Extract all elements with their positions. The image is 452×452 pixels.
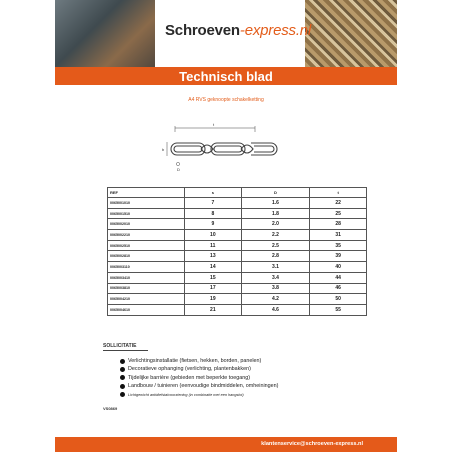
t-cell: 46 — [310, 283, 367, 294]
chain-technical-drawing — [155, 118, 305, 178]
chain-knot — [241, 145, 253, 153]
t-cell: 35 — [310, 240, 367, 251]
ref-cell: 0065002510 — [108, 240, 185, 251]
d-cell: 3.8 — [241, 283, 310, 294]
ref-cell: 0065003110 — [108, 262, 185, 273]
ref-cell: 0065004210 — [108, 294, 185, 305]
s-cell: 17 — [185, 283, 242, 294]
list-item — [120, 391, 278, 399]
ref-cell: 0065002010 — [108, 219, 185, 230]
label-t: t — [213, 122, 215, 127]
s-cell: 15 — [185, 272, 242, 283]
list-item — [120, 382, 278, 390]
table-row — [108, 219, 367, 230]
s-cell: 7 — [185, 198, 242, 209]
bullet-icon — [120, 384, 125, 389]
table-header-row — [108, 188, 367, 198]
table-row — [108, 272, 367, 283]
table-row — [108, 198, 367, 209]
d-cell: 2.0 — [241, 219, 310, 230]
bullet-icon — [120, 392, 125, 397]
solution-text: Lichtgewicht antidiefstalvoorziening (in combinatie met een hangslot) — [128, 392, 244, 397]
table-row — [108, 240, 367, 251]
s-cell: 9 — [185, 219, 242, 230]
bullet-icon — [120, 375, 125, 380]
d-cell: 2.8 — [241, 251, 310, 262]
solution-text: Landbouw / tuinieren (eenvoudige bindmiddelen, omheiningen) — [128, 383, 279, 390]
logo-main-text: Schroeven — [165, 22, 240, 39]
table-row — [108, 230, 367, 241]
document-code: VS0869 — [103, 406, 118, 411]
s-cell: 10 — [185, 230, 242, 241]
list-item — [120, 374, 278, 382]
col-header-t: t — [310, 188, 367, 198]
d-cell: 2.5 — [241, 240, 310, 251]
s-cell: 19 — [185, 294, 242, 305]
solution-text: Tijdelijke barrière (gebieden met beperkte toegang) — [128, 374, 251, 381]
col-header-s: s — [185, 188, 242, 198]
ref-cell: 0065001010 — [108, 198, 185, 209]
table-row — [108, 283, 367, 294]
spec-table — [107, 187, 367, 316]
d-cell: 2.2 — [241, 230, 310, 241]
logo-accent-text: -express.nl — [239, 22, 312, 39]
table-row — [108, 304, 367, 315]
d-cell: 3.1 — [241, 262, 310, 273]
solutions-title: SOLLICITATIE — [103, 343, 137, 349]
header-banner — [55, 0, 397, 67]
ref-cell: 0065003810 — [108, 283, 185, 294]
page-title: Technisch blad — [179, 69, 273, 84]
t-cell: 40 — [310, 262, 367, 273]
screws-photo — [305, 0, 397, 67]
ref-cell: 0065004610 — [108, 304, 185, 315]
table-row — [108, 294, 367, 305]
ref-cell: 0065002210 — [108, 230, 185, 241]
chain-link-end — [251, 143, 277, 155]
label-b: b — [162, 147, 165, 152]
solution-text: Verlichtingsinstallatie (fietsen, hekken, borden, panelen) — [128, 358, 262, 364]
d-cell: 1.8 — [241, 208, 310, 219]
list-item — [120, 357, 278, 365]
diameter-marker — [176, 162, 179, 165]
s-cell: 21 — [185, 304, 242, 315]
t-cell: 22 — [310, 198, 367, 209]
t-cell: 44 — [310, 272, 367, 283]
support-email-link[interactable]: klantenservice@schroeven-express.nl — [261, 441, 363, 447]
t-cell: 25 — [310, 208, 367, 219]
table-row — [108, 251, 367, 262]
col-header-d: D — [241, 188, 310, 198]
solution-text: Decoratieve ophanging (verlichting, plantenbakken) — [128, 366, 251, 373]
ref-cell: 0065002810 — [108, 251, 185, 262]
col-header-ref: REF — [108, 188, 185, 198]
t-cell: 50 — [310, 294, 367, 305]
d-cell: 1.6 — [241, 198, 310, 209]
ref-cell: 0065003410 — [108, 272, 185, 283]
bullet-icon — [120, 367, 125, 372]
solutions-list — [120, 357, 278, 399]
t-cell: 31 — [310, 230, 367, 241]
chain-link — [171, 143, 205, 155]
bullet-icon — [120, 359, 125, 364]
table-row — [108, 262, 367, 273]
d-cell: 4.2 — [241, 294, 310, 305]
t-cell: 28 — [310, 219, 367, 230]
list-item — [120, 365, 278, 373]
s-cell: 8 — [185, 208, 242, 219]
brand-logo[interactable] — [165, 22, 311, 39]
datasheet-page — [55, 0, 397, 452]
chain-link — [211, 143, 245, 155]
tools-photo — [55, 0, 155, 67]
d-cell: 3.4 — [241, 272, 310, 283]
product-subtitle: A4 RVS geknoopte schakelketting — [188, 97, 264, 103]
s-cell: 11 — [185, 240, 242, 251]
s-cell: 13 — [185, 251, 242, 262]
t-cell: 39 — [310, 251, 367, 262]
s-cell: 14 — [185, 262, 242, 273]
t-cell: 55 — [310, 304, 367, 315]
d-cell: 4.6 — [241, 304, 310, 315]
label-d: D — [177, 167, 180, 172]
table-row — [108, 208, 367, 219]
ref-cell: 0065001510 — [108, 208, 185, 219]
solutions-divider — [103, 350, 148, 351]
